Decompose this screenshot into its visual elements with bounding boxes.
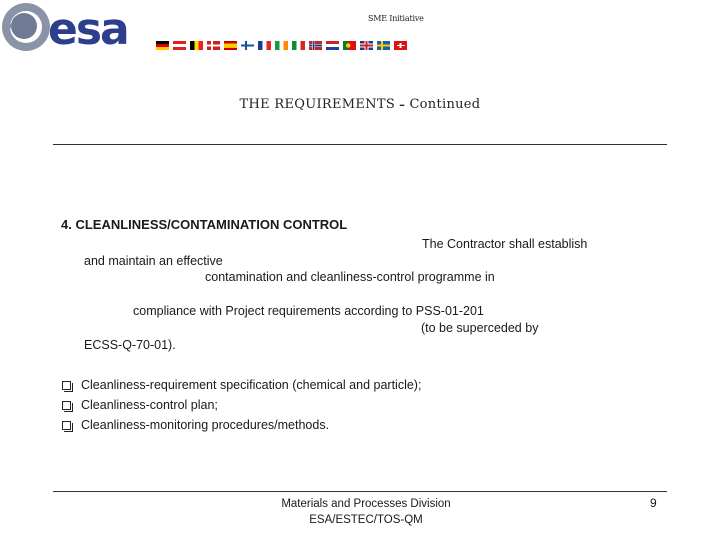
list-item xyxy=(62,378,421,392)
body-line: and maintain an effective xyxy=(84,254,223,268)
france-flag xyxy=(258,41,271,50)
body-line: (to be superceded by xyxy=(421,321,539,335)
footer xyxy=(0,496,720,528)
austria-flag xyxy=(173,41,186,50)
uk-flag xyxy=(360,41,373,50)
checkbox-bullet-icon xyxy=(62,401,71,410)
checkbox-bullet-icon xyxy=(62,421,71,430)
spain-flag xyxy=(224,41,237,50)
footer-unit: ESA/ESTEC/TOS-QM xyxy=(309,514,423,526)
list-item-text: Cleanliness‐requirement specification (chemical and particle); xyxy=(81,378,422,392)
belgium-flag xyxy=(190,41,203,50)
esa-logo xyxy=(0,0,160,56)
portugal-flag xyxy=(343,41,356,50)
body-line: contamination and cleanliness-control programme in xyxy=(205,270,495,284)
ireland-flag xyxy=(275,41,288,50)
list-item xyxy=(62,398,218,412)
list-item-text: Cleanliness‐control plan; xyxy=(81,398,218,412)
checkbox-bullet-icon xyxy=(62,381,71,390)
switzerland-flag xyxy=(394,41,407,50)
title-dash: - xyxy=(399,94,406,115)
logo-wordmark: esa xyxy=(48,4,128,55)
body-line: compliance with Project requirements according to PSS‐01‐201 xyxy=(133,304,484,318)
finland-flag xyxy=(241,41,254,50)
footer-division: Materials and Processes Division xyxy=(281,498,451,510)
netherlands-flag xyxy=(326,41,339,50)
body-line: ECSS‐Q‐70‐01). xyxy=(84,338,176,352)
section-heading: 4. CLEANLINESS/CONTAMINATION CONTROL xyxy=(61,217,348,232)
denmark-flag xyxy=(207,41,220,50)
list-item xyxy=(62,418,329,432)
body-line: The Contractor shall establish xyxy=(422,237,588,251)
page-title xyxy=(0,92,720,113)
list-item-text: Cleanliness‐monitoring procedures/methods. xyxy=(81,418,330,432)
footer-divider xyxy=(53,491,667,492)
initiative-label: SME Initiative xyxy=(368,14,424,23)
italy-flag xyxy=(292,41,305,50)
title-text: THE REQUIREMENTS xyxy=(239,97,396,112)
title-suffix: Continued xyxy=(409,97,481,112)
member-flags xyxy=(156,41,407,50)
header-divider xyxy=(53,144,667,145)
germany-flag xyxy=(156,41,169,50)
sweden-flag xyxy=(377,41,390,50)
norway-flag xyxy=(309,41,322,50)
page-number: 9 xyxy=(650,496,657,510)
